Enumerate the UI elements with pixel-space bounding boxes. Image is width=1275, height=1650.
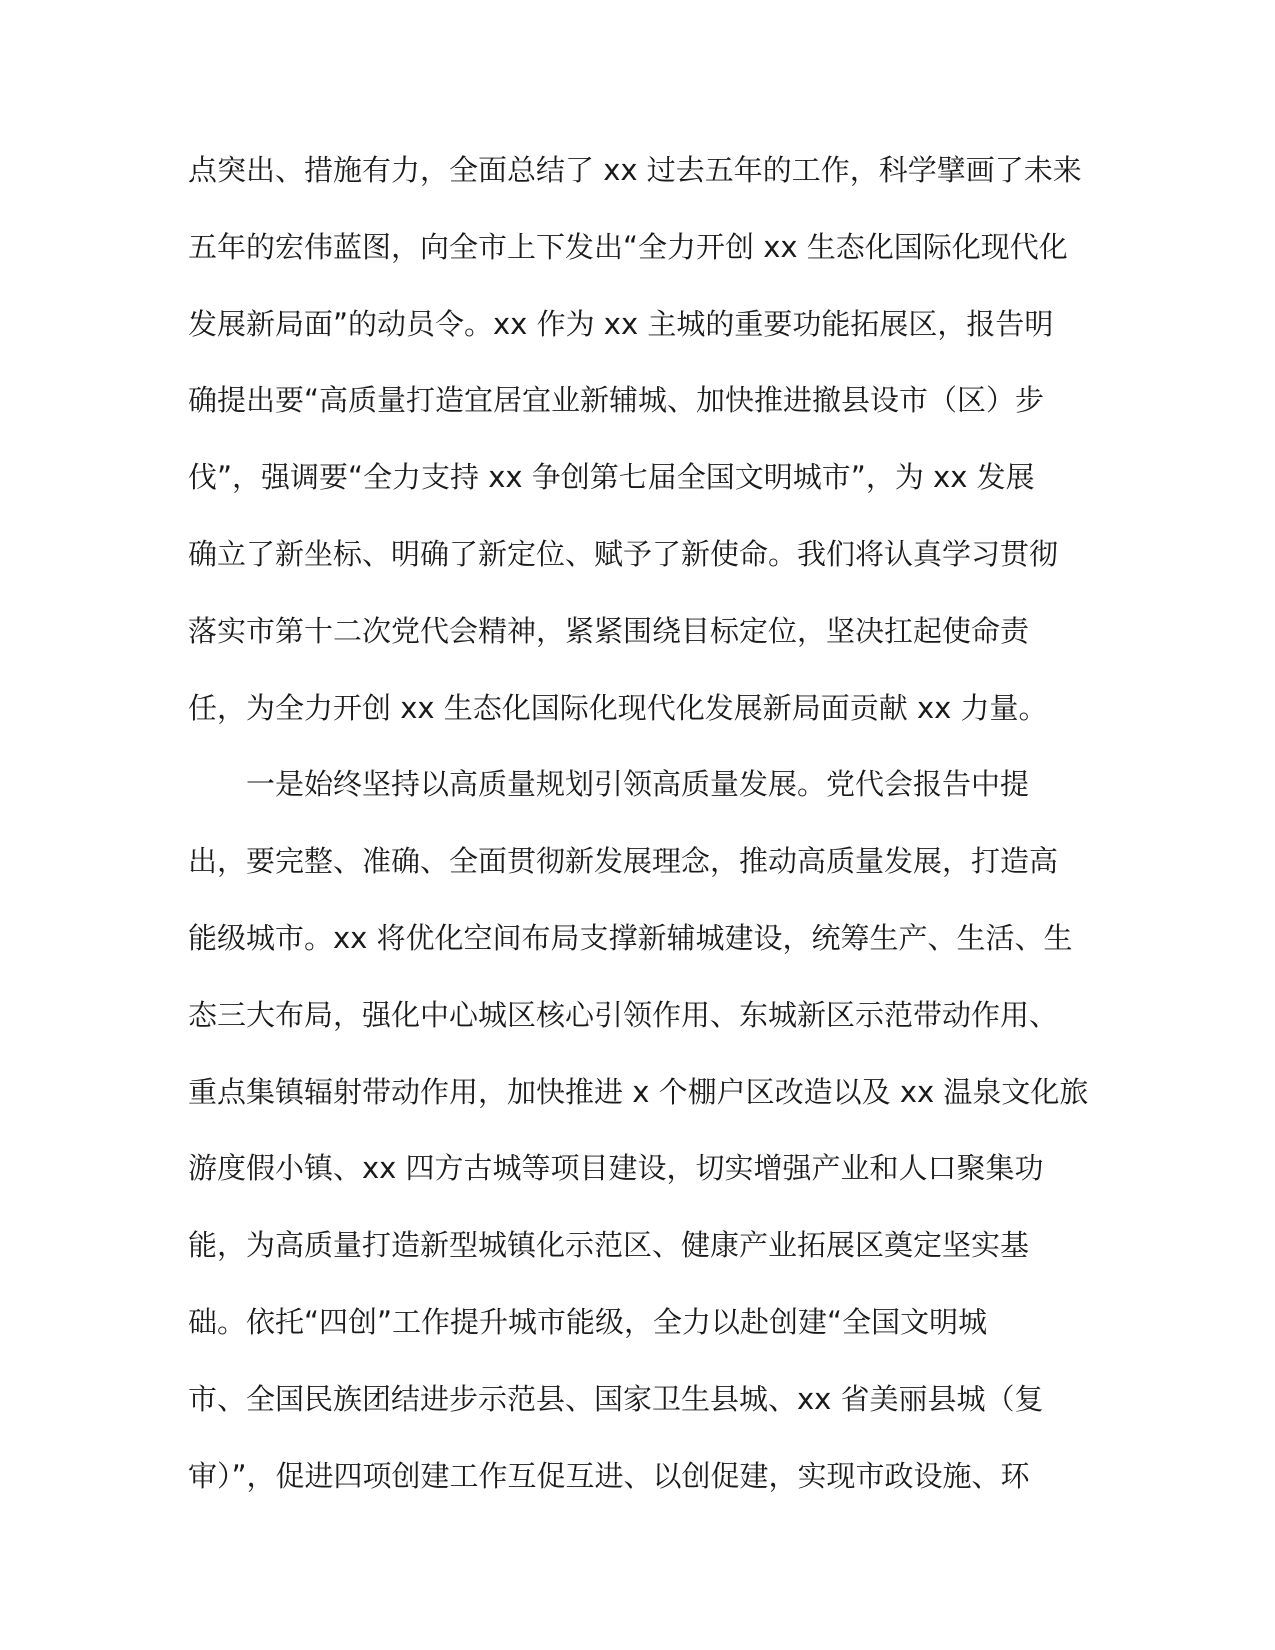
text-line: 能级城市。xx 将优化空间布局支撑新辅城建设，统筹生产、生活、生 [188, 920, 1073, 955]
text-line: 确提出要“高质量打造宜居宜业新辅城、加快推进撤县设市（区）步 [188, 383, 1045, 418]
text-line: 市、全国民族团结进步示范县、国家卫生县城、xx 省美丽县城（复 [188, 1381, 1044, 1416]
text-line: 能，为高质量打造新型城镇化示范区、健康产业拓展区奠定坚实基 [188, 1228, 1030, 1263]
text-line: 出，要完整、准确、全面贯彻新发展理念，推动高质量发展，打造高 [188, 844, 1059, 879]
text-line: 础。依托“四创”工作提升城市能级，全力以赴创建“全国文明城 [188, 1304, 988, 1339]
text-line: 确立了新坐标、明确了新定位、赋予了新使命。我们将认真学习贯彻 [188, 536, 1059, 571]
text-line: 态三大布局，强化中心城区核心引领作用、东城新区示范带动作用、 [188, 997, 1059, 1032]
body-text [188, 144, 1088, 1526]
text-line: 点突出、措施有力，全面总结了 xx 过去五年的工作，科学擘画了未来 [188, 153, 1082, 187]
paragraph-first-line: 一是始终坚持以高质量规划引领高质量发展。党代会报告中提 [246, 767, 1030, 802]
text-line: 伐”，强调要“全力支持 xx 争创第七届全国文明城市”，为 xx 发展 [188, 460, 1035, 495]
text-line: 游度假小镇、xx 四方古城等项目建设，切实增强产业和人口聚集功 [188, 1151, 1044, 1186]
text-line: 重点集镇辐射带动作用，加快推进 x 个棚户区改造以及 xx 温泉文化旅 [188, 1074, 1089, 1109]
text-line: 五年的宏伟蓝图，向全市上下发出“全力开创 xx 生态化国际化现代化 [188, 229, 1068, 264]
text-line: 任，为全力开创 xx 生态化国际化现代化发展新局面贡献 xx 力量。 [188, 690, 1048, 725]
text-line: 审）”，促进四项创建工作互促互进、以创促建，实现市政设施、环 [188, 1458, 1030, 1493]
text-line: 发展新局面”的动员令。xx 作为 xx 主城的重要功能拓展区，报告明 [188, 306, 1054, 341]
text-line: 落实市第十二次党代会精神，紧紧围绕目标定位，坚决扛起使命责 [188, 613, 1030, 648]
